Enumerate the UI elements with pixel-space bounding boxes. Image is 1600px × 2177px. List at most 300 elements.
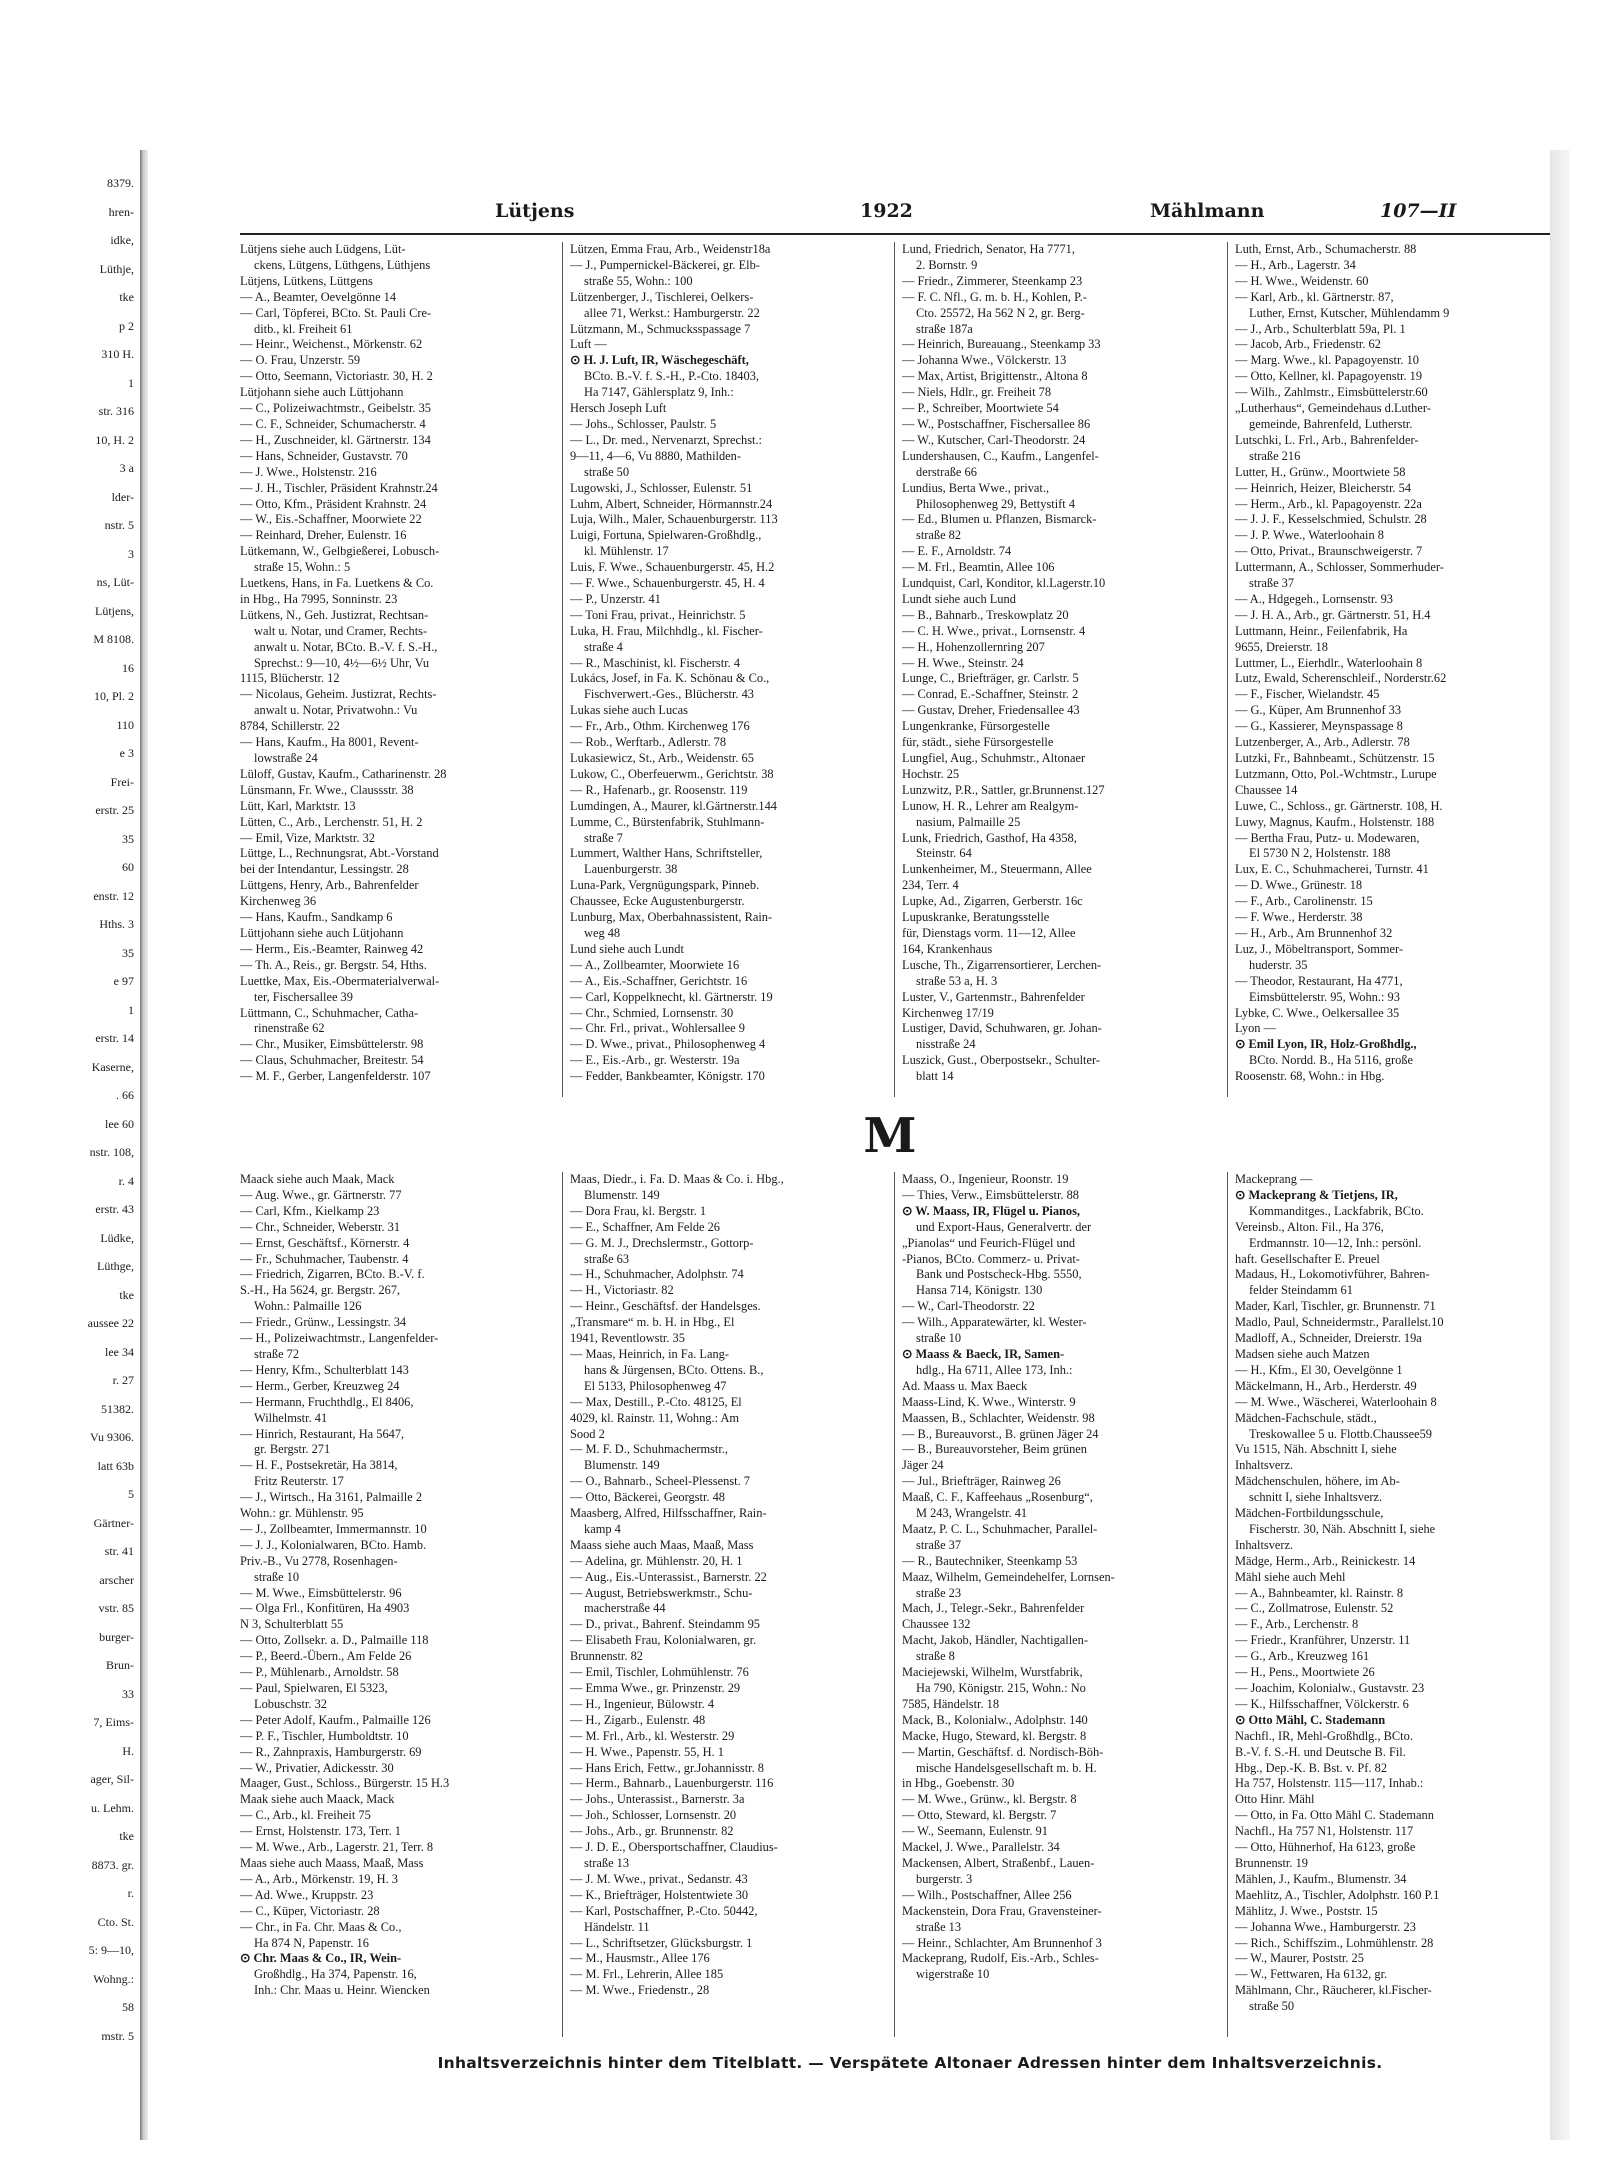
directory-entry-line: — A., Arb., Mörkenstr. 19, H. 3: [240, 1871, 398, 1886]
directory-entry-line: Luwe, C., Schloss., gr. Gärtnerstr. 108, H.: [1235, 798, 1443, 813]
directory-entry-line: Lundt siehe auch Lund: [902, 591, 1016, 606]
directory-entry-line: — Henry, Kfm., Schulterblatt 143: [240, 1362, 409, 1377]
directory-entry-line: weg 48: [584, 925, 621, 940]
header-right-word: Mählmann: [1150, 200, 1265, 222]
directory-entry-line: Luther, Ernst, Kutscher, Mühlendamm 9: [1249, 305, 1450, 320]
directory-entry-line: Hochstr. 25: [902, 766, 960, 781]
directory-entry-line: — D., privat., Bahrenf. Steindamm 95: [570, 1617, 760, 1632]
directory-entry-line: straße 37: [916, 1537, 962, 1552]
directory-entry-line: — Chr., in Fa. Chr. Maas & Co.,: [240, 1919, 402, 1934]
directory-entry-line: Lumdingen, A., Maurer, kl.Gärtnerstr.144: [570, 798, 778, 813]
directory-entry-line: — L., Schriftsetzer, Glücksburgstr. 1: [570, 1935, 753, 1950]
directory-entry-line: — Jul., Briefträger, Rainweg 26: [902, 1474, 1061, 1489]
directory-entry-line: Maasberg, Alfred, Hilfsschaffner, Rain-: [570, 1506, 767, 1521]
left-page-text-fragment: r. 4: [118, 1173, 134, 1188]
directory-entry-line: — Fr., Arb., Othm. Kirchenweg 176: [570, 719, 750, 734]
directory-entry-line: hdlg., Ha 6711, Allee 173, Inh.:: [916, 1362, 1073, 1377]
directory-entry-line: — Fr., Schuhmacher, Taubenstr. 4: [240, 1251, 409, 1266]
directory-entry-line: lowstraße 24: [254, 751, 318, 765]
directory-entry-line: — Dora Frau, kl. Bergstr. 1: [570, 1203, 707, 1218]
directory-entry-line: Philosophenweg 29, Bettystift 4: [916, 496, 1076, 511]
directory-entry-line: macherstraße 44: [584, 1601, 666, 1616]
directory-entry-line: — C., Polizeiwachtmstr., Geibelstr. 35: [240, 401, 432, 416]
left-page-text-fragment: tke: [119, 1829, 134, 1843]
directory-entry-line: — W., Carl-Theodorstr. 22: [902, 1299, 1035, 1314]
directory-entry-line: Luetkens, Hans, in Fa. Luetkens & Co.: [240, 576, 434, 591]
directory-entry-line: — J. M. Wwe., privat., Sedanstr. 43: [570, 1871, 748, 1886]
directory-entry-line: Kirchenweg 17/19: [902, 1005, 994, 1020]
directory-entry-line: — J., Pumpernickel-Bäckerei, gr. Elb-: [570, 257, 760, 272]
directory-entry-line: — E., Schaffner, Am Felde 26: [570, 1219, 720, 1234]
directory-entry-line: 2. Bornstr. 9: [916, 257, 978, 272]
directory-entry-line: — Otto, Steward, kl. Bergstr. 7: [902, 1808, 1057, 1823]
directory-entry-line: Maaß, C. F., Kaffeehaus „Rosenburg“,: [902, 1490, 1093, 1505]
left-page-text-fragment: 3 a: [119, 461, 134, 475]
directory-entry-line: Ad. Maass u. Max Baeck: [902, 1378, 1028, 1393]
directory-entry-line: — Jacob, Arb., Friedenstr. 62: [1235, 337, 1381, 352]
directory-entry-line: — Ed., Blumen u. Pflanzen, Bismarck-: [902, 512, 1097, 527]
left-page-text-fragment: erstr. 43: [95, 1202, 134, 1216]
directory-entry-line: — Johs., Unterassist., Barnerstr. 3a: [570, 1792, 745, 1807]
directory-entry-line: hans & Jürgensen, BCto. Ottens. B.,: [584, 1362, 764, 1377]
directory-entry-line: — W., Eis.-Schaffner, Moorwiete 22: [240, 512, 422, 527]
directory-entry-line: — R., Zahnpraxis, Hamburgerstr. 69: [240, 1744, 422, 1759]
directory-entry-line: — J. D. E., Obersportschaffner, Claudius-: [570, 1840, 778, 1855]
directory-entry-line: — W., Postschaffner, Fischersallee 86: [902, 416, 1091, 431]
directory-entry-line: — J., Wirtsch., Ha 3161, Palmaille 2: [240, 1490, 423, 1505]
directory-entry-line: — P., Unzerstr. 41: [570, 591, 661, 606]
directory-entry-line: Lutzmann, Otto, Pol.-Wchtmstr., Lurupe: [1235, 766, 1437, 781]
left-page-text-fragment: Vu 9306.: [90, 1430, 134, 1444]
directory-entry-line: — Johs., Arb., gr. Brunnenstr. 82: [570, 1824, 734, 1839]
directory-entry-line: — W., Kutscher, Carl-Theodorstr. 24: [902, 432, 1086, 447]
directory-entry-line: — E., Eis.-Arb., gr. Westerstr. 19a: [570, 1053, 740, 1068]
directory-entry-line: N 3, Schulterblatt 55: [240, 1617, 344, 1632]
directory-entry-line: — O. Frau, Unzerstr. 59: [240, 353, 361, 368]
directory-entry-line: — C. F., Schneider, Schumacherstr. 4: [240, 416, 426, 431]
directory-entry-line: Großhdlg., Ha 374, Papenstr. 16,: [254, 1967, 417, 1982]
directory-entry-line: — F., Arb., Carolinenstr. 15: [1235, 894, 1373, 909]
left-page-text-fragment: e 97: [113, 974, 134, 988]
entry-column-top-1: [240, 242, 555, 1102]
directory-entry-line: ⊙ Otto Mähl, C. Stademann: [1235, 1712, 1386, 1727]
directory-entry-line: straße 37: [1249, 576, 1295, 591]
directory-entry-line: — August, Betriebswerkmstr., Schu-: [570, 1585, 753, 1600]
directory-entry-line: — M. Wwe., Wäscherei, Waterloohain 8: [1235, 1394, 1437, 1409]
left-page-text-fragment: 8379.: [107, 176, 134, 190]
directory-entry-line: 4029, kl. Rainstr. 11, Wohng.: Am: [570, 1410, 740, 1425]
directory-entry-line: — Hans, Kaufm., Sandkamp 6: [240, 910, 393, 925]
directory-entry-line: ⊙ Mackeprang & Tietjens, IR,: [1235, 1187, 1398, 1202]
directory-entry-line: Mach, J., Telegr.-Sekr., Bahrenfelder: [902, 1601, 1085, 1616]
left-page-text-fragment: 51382.: [101, 1401, 134, 1416]
left-page-text-fragment: Gärtner-: [93, 1515, 134, 1530]
directory-entry-line: Lüttge, L., Rechnungsrat, Abt.-Vorstand: [240, 846, 439, 861]
directory-entry-line: Lauenburgerstr. 38: [584, 862, 678, 877]
directory-entry-line: — G. M. J., Drechslermstr., Gottorp-: [570, 1235, 754, 1250]
directory-entry-line: — W., Seemann, Eulenstr. 91: [902, 1824, 1048, 1839]
directory-entry-line: — M. Frl., Lehrerin, Allee 185: [570, 1967, 724, 1982]
directory-entry-line: straße 187a: [916, 321, 973, 336]
page-footer: Inhaltsverzeichnis hinter dem Titelblatt. — Verspätete Altonaer Adressen hinter dem Inhaltsverzeichnis.: [437, 2054, 1383, 2072]
directory-entry-line: „Lutherhaus“, Gemeindehaus d.Luther-: [1235, 401, 1431, 416]
left-page-text-fragment: u. Lehm.: [91, 1800, 134, 1815]
entry-column-bottom-3: [902, 1172, 1217, 2042]
directory-entry-line: Lunzwitz, P.R., Sattler, gr.Brunnenst.127: [902, 782, 1105, 797]
directory-entry-line: walt u. Notar, und Cramer, Rechts-: [254, 623, 428, 638]
directory-entry-line: Mädchen-Fachschule, städt.,: [1235, 1410, 1377, 1425]
directory-entry-line: — Friedr., Kranführer, Unzerstr. 11: [1235, 1633, 1411, 1648]
directory-entry-line: Lützmann, M., Schmucksspassage 7: [570, 321, 751, 336]
directory-entry-line: — H., Ingenieur, Bülowstr. 4: [570, 1696, 715, 1711]
left-page-text-fragment: burger-: [99, 1629, 134, 1644]
left-page-text-fragment: Brun-: [106, 1658, 134, 1672]
directory-entry-line: Roosenstr. 68, Wohn.: in Hbg.: [1235, 1069, 1385, 1084]
directory-entry-line: — Hans, Kaufm., Ha 8001, Revent-: [240, 735, 419, 750]
directory-entry-line: ⊙ Emil Lyon, IR, Holz-Großhdlg.,: [1235, 1037, 1417, 1052]
directory-entry-line: ⊙ Maass & Baeck, IR, Samen-: [902, 1346, 1065, 1361]
directory-entry-line: Macke, Hugo, Steward, kl. Bergstr. 8: [902, 1728, 1087, 1743]
directory-entry-line: Lumme, C., Bürstenfabrik, Stuhlmann-: [570, 814, 765, 829]
directory-entry-line: in Hbg., Ha 7995, Sonninstr. 23: [240, 591, 398, 606]
directory-entry-line: Maack siehe auch Maak, Mack: [240, 1172, 395, 1186]
entry-column-bottom-1: [240, 1172, 555, 2042]
header-left-word: Lütjens: [495, 200, 575, 222]
left-page-text-fragment: 33: [122, 1686, 134, 1701]
left-page-text-fragment: 35: [122, 945, 134, 960]
directory-entry-line: Madlo, Paul, Schneidermstr., Parallelst.10: [1235, 1315, 1444, 1330]
directory-entry-line: Lybke, C. Wwe., Oelkersallee 35: [1235, 1005, 1400, 1020]
directory-entry-line: Maass, O., Ingenieur, Roonstr. 19: [902, 1172, 1069, 1186]
directory-entry-line: — C., Arb., kl. Freiheit 75: [240, 1808, 371, 1823]
directory-entry-line: — G., Arb., Kreuzweg 161: [1235, 1649, 1370, 1664]
book-gutter: [140, 150, 148, 2140]
directory-entry-line: — P., Beerd.-Übern., Am Felde 26: [240, 1649, 412, 1664]
directory-entry-line: Lunk, Friedrich, Gasthof, Ha 4358,: [902, 830, 1077, 845]
directory-entry-line: Lund siehe auch Lundt: [570, 941, 684, 956]
directory-entry-line: — Otto, Seemann, Victoriastr. 30, H. 2: [240, 369, 433, 384]
directory-entry-line: Lütjens, Lütkens, Lüttgens: [240, 273, 373, 288]
directory-entry-line: — Wilh., Postschaffner, Allee 256: [902, 1887, 1072, 1902]
directory-entry-line: 8784, Schillerstr. 22: [240, 719, 340, 734]
directory-entry-line: ⊙ H. J. Luft, IR, Wäschegeschäft,: [570, 353, 749, 368]
directory-entry-line: Mäckelmann, H., Arb., Herderstr. 49: [1235, 1378, 1417, 1393]
directory-entry-line: Ha 757, Holstenstr. 115—117, Inhab.:: [1235, 1776, 1424, 1791]
directory-entry-line: — Hermann, Fruchthdlg., El 8406,: [240, 1394, 414, 1409]
directory-entry-line: — J., Arb., Schulterblatt 59a, Pl. 1: [1235, 321, 1406, 336]
directory-entry-line: — F., Arb., Lerchenstr. 8: [1235, 1617, 1359, 1632]
directory-entry-line: — H., Polizeiwachtmstr., Langenfelder-: [240, 1331, 439, 1346]
left-page-text-fragment: M 8108.: [93, 632, 134, 646]
directory-entry-line: — D. Wwe., privat., Philosophenweg 4: [570, 1037, 766, 1052]
left-page-text-fragment: hren-: [108, 204, 134, 219]
directory-entry-line: Lundershausen, C., Kaufm., Langenfel-: [902, 448, 1099, 463]
page-edge: [1550, 150, 1570, 2140]
directory-entry-line: — M. Frl., Arb., kl. Westerstr. 29: [570, 1728, 735, 1743]
directory-entry-line: — F. C. Nfl., G. m. b. H., Kohlen, P.-: [902, 289, 1087, 304]
directory-entry-line: straße 82: [916, 528, 962, 543]
directory-entry-line: straße 63: [584, 1251, 630, 1266]
directory-entry-line: gr. Bergstr. 271: [254, 1442, 331, 1457]
directory-entry-line: nisstraße 24: [916, 1037, 976, 1052]
directory-entry-line: Macht, Jakob, Händler, Nachtigallen-: [902, 1633, 1088, 1648]
directory-entry-line: Madaus, H., Lokomotivführer, Bahren-: [1235, 1267, 1430, 1282]
directory-entry-line: — Chr., Schneider, Weberstr. 31: [240, 1219, 401, 1234]
directory-entry-line: — P. F., Tischler, Humboldtstr. 10: [240, 1728, 409, 1743]
directory-entry-line: straße 55, Wohn.: 100: [584, 273, 693, 288]
directory-entry-line: — Aug., Eis.-Unterassist., Barnerstr. 22: [570, 1569, 767, 1584]
left-page-text-fragment: H.: [122, 1743, 134, 1758]
directory-entry-line: — Wilh., Zahlmstr., Eimsbüttelerstr.60: [1235, 385, 1428, 400]
directory-entry-line: Mähl siehe auch Mehl: [1235, 1569, 1346, 1584]
directory-entry-line: — J. Wwe., Holstenstr. 216: [240, 464, 377, 479]
left-page-text-fragment: 110: [116, 717, 134, 732]
directory-entry-line: — Olga Frl., Konfitüren, Ha 4903: [240, 1601, 410, 1616]
left-page-text-fragment: 7, Eims-: [93, 1715, 134, 1729]
directory-entry-line: Lutter, H., Grünw., Moortwiete 58: [1235, 464, 1406, 479]
directory-entry-line: — P., Schreiber, Moortwiete 54: [902, 401, 1059, 416]
directory-entry-line: — Johs., Schlosser, Paulstr. 5: [570, 416, 717, 431]
directory-entry-line: in Hbg., Goebenstr. 30: [902, 1776, 1015, 1791]
column-rule: [1227, 242, 1228, 1097]
directory-entry-line: 1115, Blücherstr. 12: [240, 671, 340, 686]
directory-entry-line: — B., Bureauvorst., B. grünen Jäger 24: [902, 1426, 1099, 1441]
directory-entry-line: — Johanna Wwe., Völckerstr. 13: [902, 353, 1067, 368]
entry-column-top-3: [902, 242, 1217, 1102]
directory-entry-line: — Gustav, Dreher, Friedensallee 43: [902, 703, 1080, 718]
column-rule: [894, 242, 895, 1097]
left-page-text-fragment: 310 H.: [101, 347, 134, 361]
directory-entry-line: — Claus, Schuhmacher, Breitestr. 54: [240, 1053, 424, 1068]
directory-entry-line: Lukács, Josef, in Fa. K. Schönau & Co.,: [570, 671, 770, 686]
directory-entry-line: — Chr., Musiker, Eimsbüttelerstr. 98: [240, 1037, 424, 1052]
directory-entry-line: Luwy, Magnus, Kaufm., Holstenstr. 188: [1235, 814, 1435, 829]
directory-entry-line: — M. F. D., Schuhmachermstr.,: [570, 1442, 729, 1457]
directory-entry-line: Mählitz, J. Wwe., Poststr. 15: [1235, 1903, 1378, 1918]
left-page-text-fragment: Lüthje,: [99, 261, 134, 276]
directory-entry-line: — E. F., Arnoldstr. 74: [902, 544, 1012, 559]
directory-entry-line: gemeinde, Bahrenfeld, Lutherstr.: [1249, 416, 1413, 431]
directory-page: [150, 150, 1550, 2140]
directory-entry-line: — W., Maurer, Poststr. 25: [1235, 1951, 1364, 1966]
directory-entry-line: straße 13: [584, 1855, 630, 1870]
directory-entry-line: Lupke, Ad., Zigarren, Gerberstr. 16c: [902, 894, 1083, 909]
left-page-text-fragment: enstr. 12: [93, 888, 134, 903]
directory-entry-line: — Toni Frau, privat., Heinrichstr. 5: [570, 607, 746, 622]
directory-entry-line: — A., Bahnbeamter, kl. Rainstr. 8: [1235, 1585, 1404, 1600]
directory-entry-line: — Aug. Wwe., gr. Gärtnerstr. 77: [240, 1187, 402, 1202]
directory-entry-line: — M. F., Gerber, Langenfelderstr. 107: [240, 1069, 431, 1084]
column-rule: [562, 1172, 563, 2037]
directory-entry-line: Hbg., Dep.-K. B. Bst. v. Pf. 82: [1235, 1760, 1388, 1775]
directory-entry-line: Lukas siehe auch Lucas: [570, 703, 689, 718]
directory-entry-line: Luigi, Fortuna, Spielwaren-Großhdlg.,: [570, 528, 762, 543]
directory-entry-line: Lüttgens, Henry, Arb., Bahrenfelder: [240, 878, 419, 893]
directory-entry-line: — Joh., Schlosser, Lornsenstr. 20: [570, 1808, 737, 1823]
directory-entry-line: — Thies, Verw., Eimsbüttelerstr. 88: [902, 1187, 1080, 1202]
directory-entry-line: — Martin, Geschäftsf. d. Nordisch-Böh-: [902, 1744, 1104, 1759]
directory-entry-line: — Otto, in Fa. Otto Mähl C. Stademann: [1235, 1808, 1434, 1823]
directory-entry-line: — W., Privatier, Adickesstr. 30: [240, 1760, 394, 1775]
directory-entry-line: huderstr. 35: [1249, 957, 1308, 972]
directory-entry-line: Maass siehe auch Maas, Maaß, Mass: [570, 1537, 754, 1552]
directory-entry-line: Ha 874 N, Papenstr. 16: [254, 1935, 369, 1950]
directory-entry-line: Vereinsb., Alton. Fil., Ha 376,: [1235, 1219, 1384, 1234]
directory-entry-line: Blumenstr. 149: [584, 1187, 660, 1202]
directory-entry-line: — Herm., Gerber, Kreuzweg 24: [240, 1378, 400, 1393]
directory-entry-line: Lunow, H. R., Lehrer am Realgym-: [902, 798, 1079, 813]
directory-entry-line: 164, Krankenhaus: [902, 941, 993, 956]
directory-entry-line: — Theodor, Restaurant, Ha 4771,: [1235, 973, 1403, 988]
directory-entry-line: Mackenstein, Dora Frau, Gravensteiner-: [902, 1903, 1102, 1918]
directory-entry-line: — Herm., Arb., kl. Papagoyenstr. 22a: [1235, 496, 1422, 511]
directory-entry-line: Jäger 24: [902, 1458, 944, 1473]
directory-entry-line: — C., Zollmatrose, Eulenstr. 52: [1235, 1601, 1394, 1616]
directory-entry-line: straße 50: [584, 464, 630, 479]
left-page-text-fragment: nstr. 108,: [89, 1145, 134, 1159]
directory-entry-line: bei der Intendantur, Lessingstr. 28: [240, 862, 409, 877]
directory-entry-line: — Otto, Kellner, kl. Papagoyenstr. 19: [1235, 369, 1423, 384]
directory-entry-line: Lunge, C., Briefträger, gr. Carlstr. 5: [902, 671, 1079, 686]
directory-entry-line: kl. Mühlenstr. 17: [584, 544, 669, 559]
directory-entry-line: Ha 790, Königstr. 215, Wohn.: No: [916, 1681, 1086, 1695]
directory-entry-line: — J. J. F., Kesselschmied, Schulstr. 28: [1235, 512, 1427, 527]
directory-entry-line: Wohn.: Palmaille 126: [254, 1299, 362, 1314]
directory-entry-line: Lütt, Karl, Marktstr. 13: [240, 798, 356, 813]
directory-entry-line: derstraße 66: [916, 464, 977, 479]
directory-entry-line: — Niels, Hdlr., gr. Freiheit 78: [902, 385, 1052, 400]
left-page-text-fragment: latt 63b: [97, 1458, 134, 1473]
directory-entry-line: — Otto, Bäckerei, Georgstr. 48: [570, 1490, 725, 1505]
directory-entry-line: Lundquist, Carl, Konditor, kl.Lagerstr.10: [902, 576, 1106, 591]
directory-entry-line: Maaz, Wilhelm, Gemeindehelfer, Lornsen-: [902, 1569, 1115, 1584]
directory-entry-line: — Heinrich, Bureauang., Steenkamp 33: [902, 337, 1101, 352]
directory-entry-line: — Wilh., Apparatewärter, kl. Wester-: [902, 1315, 1087, 1330]
directory-entry-line: — J. H. A., Arb., gr. Gärtnerstr. 51, H.4: [1235, 607, 1431, 622]
directory-entry-line: — F., Fischer, Wielandstr. 45: [1235, 687, 1380, 702]
directory-entry-line: Luth, Ernst, Arb., Schumacherstr. 88: [1235, 242, 1417, 256]
directory-entry-line: Lungfiel, Aug., Schuhmstr., Altonaer: [902, 751, 1086, 765]
directory-entry-line: Lütten, C., Arb., Lerchenstr. 51, H. 2: [240, 814, 423, 829]
left-page-text-fragment: 10, H. 2: [95, 432, 134, 447]
directory-entry-line: Nachfl., Ha 757 N1, Holstenstr. 117: [1235, 1824, 1414, 1839]
directory-entry-line: Inhaltsverz.: [1235, 1537, 1294, 1552]
directory-entry-line: — C., Küper, Victoriastr. 28: [240, 1903, 380, 1918]
directory-entry-line: Erdmannstr. 10—12, Inh.: persönl.: [1249, 1235, 1422, 1250]
directory-entry-line: — H., Kfm., El 30, Oevelgönne 1: [1235, 1362, 1403, 1377]
directory-entry-line: — Ad. Wwe., Kruppstr. 23: [240, 1887, 374, 1902]
directory-entry-line: — Otto, Hühnerhof, Ha 6123, große: [1235, 1840, 1416, 1855]
directory-entry-line: Lunburg, Max, Oberbahnassistent, Rain-: [570, 910, 773, 925]
directory-entry-line: — H. Wwe., Weidenstr. 60: [1235, 273, 1369, 288]
directory-entry-line: — Elisabeth Frau, Kolonialwaren, gr.: [570, 1633, 757, 1648]
directory-entry-line: 9—11, 4—6, Vu 8880, Mathilden-: [570, 448, 741, 463]
left-page-text-fragment: str. 41: [104, 1544, 134, 1558]
left-page-text-fragment: 10, Pl. 2: [93, 689, 134, 703]
directory-entry-line: — Rich., Schiffszim., Lohmühlenstr. 28: [1235, 1935, 1434, 1950]
directory-entry-line: — Conrad, E.-Schaffner, Steinstr. 2: [902, 687, 1079, 702]
header-rule: [240, 233, 1550, 235]
directory-entry-line: Lutzenberger, A., Arb., Adlerstr. 78: [1235, 735, 1410, 750]
left-page-text-fragment: arscher: [99, 1572, 134, 1587]
directory-entry-line: Mackeprang, Rudolf, Eis.-Arb., Schles-: [902, 1951, 1099, 1966]
directory-entry-line: Luster, V., Gartenmstr., Bahrenfelder: [902, 989, 1085, 1004]
directory-entry-line: Kirchenweg 36: [240, 894, 317, 909]
left-page-fragment: [0, 150, 140, 2110]
header-page-number: 107—II: [1380, 200, 1457, 222]
left-page-text-fragment: Lütjens,: [95, 603, 134, 618]
left-page-text-fragment: 8873. gr.: [91, 1857, 134, 1872]
directory-entry-line: felder Steindamm 61: [1249, 1283, 1353, 1298]
directory-entry-line: -Pianos, BCto. Commerz- u. Privat-: [902, 1251, 1080, 1266]
directory-entry-line: Lutzki, Fr., Bahnbeamt., Schützenstr. 15: [1235, 751, 1435, 765]
directory-entry-line: Lützen, Emma Frau, Arb., Weidenstr18a: [570, 242, 771, 256]
directory-entry-line: — Th. A., Reis., gr. Bergstr. 54, Hths.: [240, 957, 427, 972]
directory-entry-line: Hersch Joseph Luft: [570, 401, 667, 416]
directory-entry-line: nasium, Palmaille 25: [916, 814, 1021, 829]
directory-entry-line: Lusche, Th., Zigarrensortierer, Lerchen-: [902, 957, 1102, 972]
directory-entry-line: — Maas, Heinrich, in Fa. Lang-: [570, 1346, 729, 1361]
directory-entry-line: — Emil, Vize, Marktstr. 32: [240, 830, 375, 845]
entry-column-bottom-2: [570, 1172, 885, 2042]
directory-entry-line: Mackeprang —: [1235, 1172, 1313, 1186]
directory-entry-line: — Emil, Tischler, Lohmühlenstr. 76: [570, 1665, 749, 1680]
directory-entry-line: — Hans Erich, Fettw., gr.Johannisstr. 8: [570, 1760, 764, 1775]
directory-entry-line: Inhaltsverz.: [1235, 1458, 1294, 1473]
directory-entry-line: — Karl, Arb., kl. Gärtnerstr. 87,: [1235, 289, 1394, 304]
directory-entry-line: wigerstraße 10: [916, 1967, 990, 1982]
left-page-text-fragment: Cto. St.: [97, 1914, 134, 1929]
directory-entry-line: M 243, Wrangelstr. 41: [916, 1506, 1028, 1521]
directory-entry-line: — M. Frl., Beamtin, Allee 106: [902, 560, 1055, 575]
directory-entry-line: Luszick, Gust., Oberpostsekr., Schulter-: [902, 1053, 1100, 1068]
directory-entry-line: Luhm, Albert, Schneider, Hörmannstr.24: [570, 496, 773, 511]
directory-entry-line: Mädge, Herm., Arb., Reinickestr. 14: [1235, 1553, 1416, 1568]
directory-entry-line: — H., Victoriastr. 82: [570, 1283, 674, 1298]
directory-entry-line: Steinstr. 64: [916, 846, 972, 861]
left-page-text-fragment: idke,: [110, 233, 134, 247]
directory-entry-line: anwalt u. Notar, BCto. B.-V. f. S.-H.,: [254, 639, 438, 654]
directory-entry-line: straße 53 a, H. 3: [916, 973, 998, 988]
directory-entry-line: Cto. 25572, Ha 562 N 2, gr. Berg-: [916, 305, 1085, 320]
directory-entry-line: rinenstraße 62: [254, 1021, 325, 1036]
directory-entry-line: — Joachim, Kolonialw., Gustavstr. 23: [1235, 1681, 1425, 1695]
directory-entry-line: Hansa 714, Königstr. 130: [916, 1283, 1043, 1298]
directory-entry-line: — M. Wwe., Friedenstr., 28: [570, 1983, 710, 1998]
directory-entry-line: Madloff, A., Schneider, Dreierstr. 19a: [1235, 1331, 1422, 1346]
header-year: 1922: [860, 200, 913, 222]
directory-entry-line: — F. Wwe., Schauenburgerstr. 45, H. 4: [570, 576, 765, 591]
directory-entry-line: Treskowallee 5 u. Flottb.Chaussee59: [1249, 1426, 1432, 1441]
directory-entry-line: Mackensen, Albert, Straßenbf., Lauen-: [902, 1855, 1095, 1870]
directory-entry-line: straße 7: [584, 830, 623, 845]
directory-entry-line: BCto. B.-V. f. S.-H., P.-Cto. 18403,: [584, 369, 759, 384]
directory-entry-line: Kommanditges., Lackfabrik, BCto.: [1249, 1203, 1424, 1218]
directory-entry-line: B.-V. f. S.-H. und Deutsche B. Fil.: [1235, 1744, 1406, 1759]
directory-entry-line: — Marg. Wwe., kl. Papagoyenstr. 10: [1235, 353, 1420, 368]
directory-entry-line: Brunnenstr. 19: [1235, 1855, 1308, 1870]
left-page-text-fragment: 58: [122, 2000, 134, 2014]
entry-column-top-4: [1235, 242, 1550, 1102]
left-page-text-fragment: 1: [128, 375, 134, 390]
directory-entry-line: — H., Hohenzollernring 207: [902, 639, 1045, 654]
directory-entry-line: — J., Zollbeamter, Immermannstr. 10: [240, 1521, 427, 1536]
directory-entry-line: Maassen, B., Schlachter, Weidenstr. 98: [902, 1410, 1095, 1425]
directory-entry-line: Lustiger, David, Schuhwaren, gr. Johan-: [902, 1021, 1102, 1036]
directory-entry-line: — R., Bautechniker, Steenkamp 53: [902, 1553, 1078, 1568]
directory-entry-line: — Heinr., Schlachter, Am Brunnenhof 3: [902, 1935, 1102, 1950]
directory-entry-line: — R., Maschinist, kl. Fischerstr. 4: [570, 655, 741, 670]
